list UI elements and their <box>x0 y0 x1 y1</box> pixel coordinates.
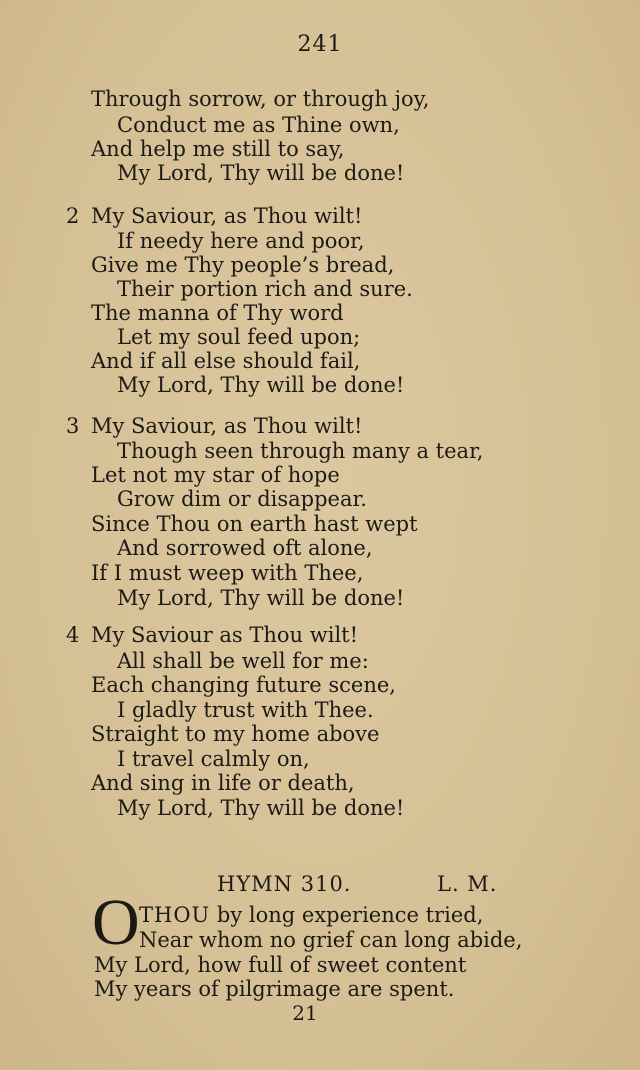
hymn-line: My years of pilgrimage are spent. <box>94 977 455 1001</box>
stanza-line: Since Thou on earth hast wept <box>91 512 418 536</box>
stanza-line: Though seen through many a tear, <box>117 439 484 463</box>
signature-mark: 21 <box>292 1001 318 1025</box>
stanza-line: Their portion rich and sure. <box>117 277 413 301</box>
stanza-line: And sing in life or death, <box>91 771 355 795</box>
stanza-line: My Lord, Thy will be done! <box>117 373 405 397</box>
stanza-line: Grow dim or disappear. <box>117 487 367 511</box>
stanza-line: I gladly trust with Thee. <box>117 698 374 722</box>
stanza-line: Give me Thy people’s bread, <box>91 253 395 277</box>
stanza-line: My Saviour, as Thou wilt! <box>91 204 363 228</box>
continuation-line: Through sorrow, or through joy, <box>91 87 430 111</box>
hymn-line: My Lord, how full of sweet content <box>94 953 467 977</box>
hymn-line: Near whom no grief can long abide, <box>139 928 523 952</box>
stanza-line: My Lord, Thy will be done! <box>117 796 405 820</box>
stanza-line: My Lord, Thy will be done! <box>117 586 405 610</box>
stanza-number: 4 <box>66 623 80 647</box>
first-line-caps: THOU <box>139 903 211 927</box>
first-line-rest: by long experience tried, <box>210 903 484 927</box>
stanza-line: If I must weep with Thee, <box>91 561 364 585</box>
stanza-line: Straight to my home above <box>91 722 380 746</box>
page-number: 241 <box>297 32 343 57</box>
stanza-line: My Saviour, as Thou wilt! <box>91 414 363 438</box>
stanza-line: All shall be well for me: <box>117 649 369 673</box>
continuation-line: And help me still to say, <box>91 137 345 161</box>
stanza-number: 3 <box>66 414 80 438</box>
stanza-line: The manna of Thy word <box>91 301 344 325</box>
stanza-line: Let my soul feed upon; <box>117 325 361 349</box>
drop-cap: O <box>92 886 140 959</box>
stanza-line: And sorrowed oft alone, <box>117 536 373 560</box>
stanza-line: My Saviour as Thou wilt! <box>91 623 359 647</box>
stanza-line: Each changing future scene, <box>91 673 396 697</box>
stanza-line: I travel calmly on, <box>117 747 310 771</box>
hymn-first-line <box>139 902 483 928</box>
continuation-line: My Lord, Thy will be done! <box>117 161 405 185</box>
stanza-number: 2 <box>66 204 80 228</box>
stanza-line: Let not my star of hope <box>91 463 340 487</box>
hymn-heading: HYMN 310. <box>217 872 352 896</box>
hymn-meter: L. M. <box>437 872 498 896</box>
stanza-line: If needy here and poor, <box>117 229 365 253</box>
continuation-line: Conduct me as Thine own, <box>117 113 400 137</box>
stanza-line: And if all else should fail, <box>91 349 361 373</box>
